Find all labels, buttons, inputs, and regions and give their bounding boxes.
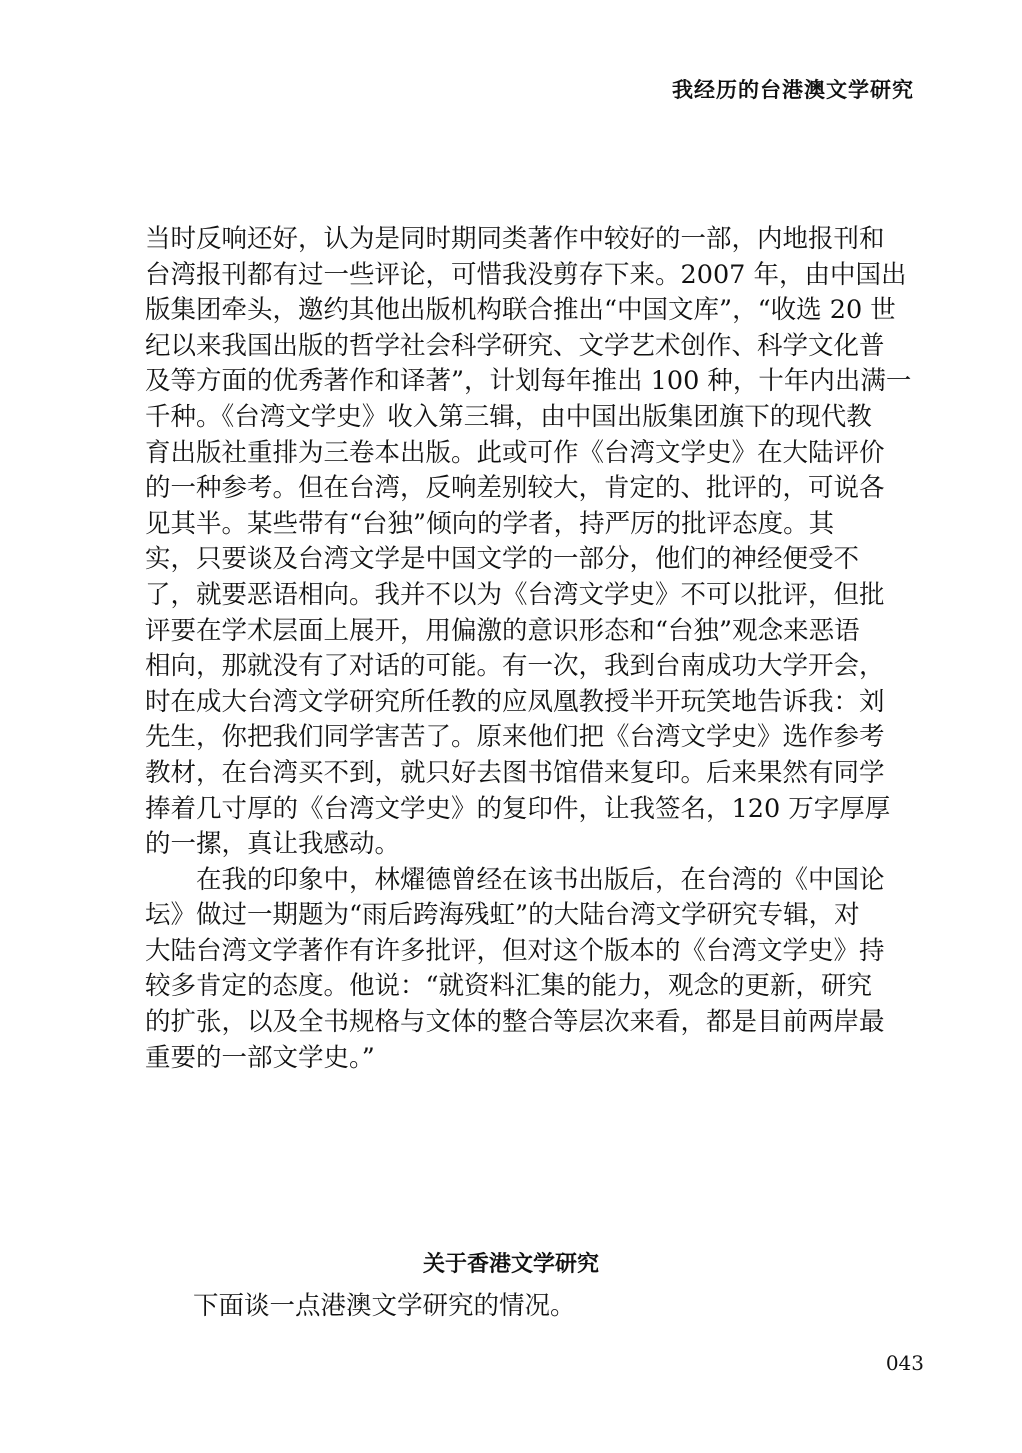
text-line: 先生，你把我们同学害苦了。原来他们把《台湾文学史》选作参考 — [145, 722, 885, 753]
text-line: 的一摞，真让我感动。 — [145, 829, 401, 860]
text-line: 实，只要谈及台湾文学是中国文学的一部分，他们的神经便受不 — [145, 544, 860, 575]
text-line: 版集团牵头，邀约其他出版机构联合推出“中国文库”，“收选 20 世 — [145, 295, 896, 326]
text-line: 纪以来我国出版的哲学社会科学研究、文学艺术创作、科学文化普 — [145, 330, 885, 361]
text-line: 育出版社重排为三卷本出版。此或可作《台湾文学史》在大陆评价 — [145, 437, 885, 468]
text-line: 大陆台湾文学著作有许多批评，但对这个版本的《台湾文学史》持 — [145, 935, 885, 966]
running-header-title: 我经历的台港澳文学研究 — [672, 78, 914, 102]
text-line: 千种。《台湾文学史》收入第三辑，由中国出版集团旗下的现代教 — [145, 401, 872, 432]
text-line: 及等方面的优秀著作和译著”，计划每年推出 100 种，十年内出满一 — [145, 366, 912, 397]
section-heading: 关于香港文学研究 — [422, 1252, 599, 1277]
text-line: 的一种参考。但在台湾，反响差别较大，肯定的、批评的，可说各 — [145, 473, 885, 504]
text-line: 见其半。某些带有“台独”倾向的学者，持严厉的批评态度。其 — [145, 508, 835, 539]
text-line: 捧着几寸厚的《台湾文学史》的复印件，让我签名，120 万字厚厚 — [145, 793, 891, 824]
text-line: 坛》做过一期题为“雨后跨海残虹”的大陆台湾文学研究专辑，对 — [145, 900, 860, 931]
text-line: 台湾报刊都有过一些评论，可惜我没剪存下来。2007 年，由中国出 — [145, 259, 907, 290]
text-line: 当时反响还好，认为是同时期同类著作中较好的一部，内地报刊和 — [145, 224, 885, 254]
section-first-line: 下面谈一点港澳文学研究的情况。 — [193, 1291, 576, 1321]
body-text — [145, 222, 912, 1076]
text-line: 教材，在台湾买不到，就只好去图书馆借来复印。后来果然有同学 — [145, 757, 885, 788]
text-line: 相向，那就没有了对话的可能。有一次，我到台南成功大学开会， — [145, 651, 885, 682]
text-line: 评要在学术层面上展开，用偏激的意识形态和“台独”观念来恶语 — [145, 615, 860, 646]
text-line: 时在成大台湾文学研究所任教的应凤凰教授半开玩笑地告诉我：刘 — [145, 686, 885, 717]
text-line: 重要的一部文学史。” — [145, 1042, 375, 1073]
text-line: 较多肯定的态度。他说：“就资料汇集的能力，观念的更新，研究 — [145, 971, 873, 1002]
text-line: 了，就要恶语相向。我并不以为《台湾文学史》不可以批评，但批 — [145, 579, 885, 610]
text-line: 在我的印象中，林燿德曾经在该书出版后，在台湾的《中国论 — [145, 864, 885, 895]
page-number: 043 — [885, 1351, 924, 1375]
text-line: 的扩张，以及全书规格与文体的整合等层次来看，都是目前两岸最 — [145, 1007, 885, 1038]
